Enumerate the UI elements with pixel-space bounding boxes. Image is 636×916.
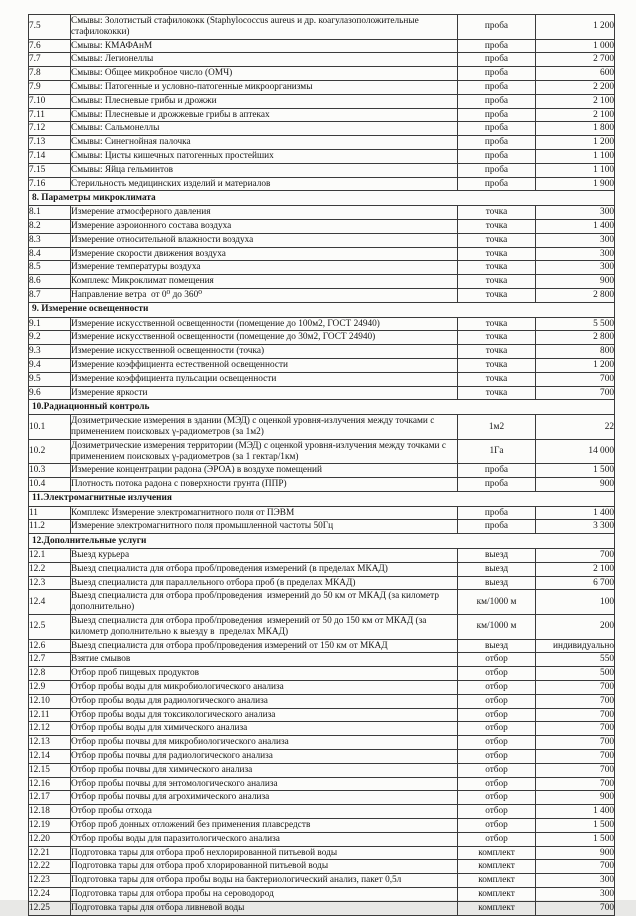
table-row <box>29 750 615 764</box>
service-description-cell: Отбор пробы воды для паразитологического анализа <box>71 832 458 846</box>
price-cell: 1 400 <box>536 805 615 819</box>
row-number-cell: 7.9 <box>29 80 71 94</box>
unit-cell: точка <box>458 275 536 289</box>
row-number-cell: 7.11 <box>29 108 71 122</box>
unit-cell: проба <box>458 67 536 81</box>
row-number-cell: 9.6 <box>29 386 71 400</box>
unit-cell: отбор <box>458 791 536 805</box>
row-number-cell: 7.15 <box>29 163 71 177</box>
unit-cell: точка <box>458 386 536 400</box>
price-cell: 1 900 <box>536 177 615 191</box>
table-row <box>29 777 615 791</box>
table-row <box>29 288 615 302</box>
row-number-cell: 8.7 <box>29 288 71 302</box>
row-number-cell: 9.1 <box>29 317 71 331</box>
service-description-cell: Измерение коэффициента пульсации освещенности <box>71 372 458 386</box>
unit-cell: проба <box>458 520 536 534</box>
service-description-cell: Отбор пробы отхода <box>71 805 458 819</box>
service-description-cell: Смывы: Плесневые грибы и дрожжи <box>71 94 458 108</box>
price-cell: 700 <box>536 681 615 695</box>
table-row <box>29 819 615 833</box>
service-description-cell: Отбор пробы воды для токсикологического анализа <box>71 708 458 722</box>
price-cell: 900 <box>536 275 615 289</box>
unit-cell: точка <box>458 331 536 345</box>
unit-cell: точка <box>458 233 536 247</box>
row-number-cell: 8.3 <box>29 233 71 247</box>
unit-cell: выезд <box>458 639 536 653</box>
table-row <box>29 386 615 400</box>
row-number-cell: 12.5 <box>29 615 71 640</box>
table-row <box>29 846 615 860</box>
unit-cell: точка <box>458 261 536 275</box>
service-description-cell: Отбор пробы почвы для микробиологического анализа <box>71 736 458 750</box>
unit-cell: точка <box>458 219 536 233</box>
row-number-cell: 12.13 <box>29 736 71 750</box>
table-row <box>29 67 615 81</box>
table-row <box>29 736 615 750</box>
unit-cell: комплект <box>458 888 536 902</box>
section-header-row <box>29 534 615 549</box>
row-number-cell: 9.2 <box>29 331 71 345</box>
row-number-cell: 12.1 <box>29 549 71 563</box>
row-number-cell: 11 <box>29 506 71 520</box>
price-cell: 700 <box>536 901 615 915</box>
service-description-cell: Подготовка тары для отбора проб хлорированной питьевой воды <box>71 860 458 874</box>
service-description-cell: Смывы: Яйца гельминтов <box>71 163 458 177</box>
row-number-cell: 12.7 <box>29 653 71 667</box>
row-number-cell: 12.14 <box>29 750 71 764</box>
price-cell: 700 <box>536 386 615 400</box>
service-description-cell: Измерение яркости <box>71 386 458 400</box>
price-cell: 2 800 <box>536 331 615 345</box>
unit-cell: проба <box>458 122 536 136</box>
service-description-cell: Смывы: КМАФАнМ <box>71 39 458 53</box>
unit-cell: проба <box>458 149 536 163</box>
price-cell: 700 <box>536 860 615 874</box>
table-row <box>29 177 615 191</box>
unit-cell: точка <box>458 358 536 372</box>
unit-cell: отбор <box>458 819 536 833</box>
unit-cell: точка <box>458 288 536 302</box>
service-description-cell: Подготовка тары для отбора пробы на сероводород <box>71 888 458 902</box>
unit-cell: проба <box>458 15 536 40</box>
price-cell: 1 200 <box>536 136 615 150</box>
price-cell: 6 700 <box>536 576 615 590</box>
unit-cell: отбор <box>458 805 536 819</box>
service-description-cell: Измерение коэффициента естественной освещенности <box>71 358 458 372</box>
row-number-cell: 8.5 <box>29 261 71 275</box>
price-cell: 3 300 <box>536 520 615 534</box>
price-cell: 500 <box>536 667 615 681</box>
price-cell: 700 <box>536 736 615 750</box>
table-row <box>29 694 615 708</box>
table-row <box>29 667 615 681</box>
unit-cell: выезд <box>458 549 536 563</box>
service-description-cell: Выезд курьера <box>71 549 458 563</box>
table-row <box>29 233 615 247</box>
section-header-label: 12.Дополнительные услуги <box>29 534 615 549</box>
price-cell: 100 <box>536 590 615 615</box>
row-number-cell: 9.5 <box>29 372 71 386</box>
table-row <box>29 478 615 492</box>
service-description-cell: Смывы: Цисты кишечных патогенных простейших <box>71 149 458 163</box>
table-row <box>29 439 615 464</box>
unit-cell: точка <box>458 372 536 386</box>
price-cell: 700 <box>536 549 615 563</box>
table-row <box>29 639 615 653</box>
price-cell: 2 100 <box>536 108 615 122</box>
service-description-cell: Дозиметрические измерения в здании (МЭД) с оценкой уровня-излучения между точками с применением поисковых γ-радиометров (за 1м2) <box>71 415 458 440</box>
row-number-cell: 10.1 <box>29 415 71 440</box>
unit-cell: точка <box>458 247 536 261</box>
service-description-cell: Измерение температуры воздуха <box>71 261 458 275</box>
unit-cell: комплект <box>458 901 536 915</box>
table-row <box>29 506 615 520</box>
service-description-cell: Измерение искусственной освещенности (помещение до 100м2, ГОСТ 24940) <box>71 317 458 331</box>
service-description-cell: Взятие смывов <box>71 653 458 667</box>
price-cell: 300 <box>536 247 615 261</box>
row-number-cell: 9.4 <box>29 358 71 372</box>
table-row <box>29 94 615 108</box>
service-description-cell: Отбор пробы почвы для агрохимического анализа <box>71 791 458 805</box>
row-number-cell: 12.9 <box>29 681 71 695</box>
unit-cell: проба <box>458 53 536 67</box>
table-row <box>29 108 615 122</box>
table-row <box>29 520 615 534</box>
table-row <box>29 874 615 888</box>
table-row <box>29 372 615 386</box>
table-row <box>29 345 615 359</box>
service-description-cell: Комплекс Измерение электромагнитного поля от ПЭВМ <box>71 506 458 520</box>
row-number-cell: 10.4 <box>29 478 71 492</box>
table-row <box>29 681 615 695</box>
section-header-label: 9. Измерение освещенности <box>29 302 615 317</box>
table-row <box>29 15 615 40</box>
service-description-cell: Отбор проб донных отложений без применения плавсредств <box>71 819 458 833</box>
service-description-cell: Выезд специалиста для параллельного отбора проб (в пределах МКАД) <box>71 576 458 590</box>
service-description-cell: Отбор пробы почвы для радиологического анализа <box>71 750 458 764</box>
price-cell: 300 <box>536 888 615 902</box>
unit-cell: комплект <box>458 874 536 888</box>
row-number-cell: 7.14 <box>29 149 71 163</box>
price-cell: 700 <box>536 372 615 386</box>
row-number-cell: 12.20 <box>29 832 71 846</box>
table-row <box>29 136 615 150</box>
table-row <box>29 149 615 163</box>
table-row <box>29 805 615 819</box>
row-number-cell: 7.10 <box>29 94 71 108</box>
table-row <box>29 576 615 590</box>
service-description-cell: Выезд специалиста для отбора проб/проведения измерений (в пределах МКАД) <box>71 562 458 576</box>
price-table-body <box>29 15 615 916</box>
price-cell: 1 200 <box>536 15 615 40</box>
row-number-cell: 12.11 <box>29 708 71 722</box>
table-row <box>29 122 615 136</box>
table-row <box>29 358 615 372</box>
unit-cell: проба <box>458 163 536 177</box>
table-row <box>29 615 615 640</box>
unit-cell: км/1000 м <box>458 615 536 640</box>
price-cell: 300 <box>536 233 615 247</box>
table-row <box>29 832 615 846</box>
price-cell: 700 <box>536 750 615 764</box>
row-number-cell: 12.15 <box>29 763 71 777</box>
section-header-row <box>29 400 615 415</box>
row-number-cell: 8.4 <box>29 247 71 261</box>
unit-cell: отбор <box>458 777 536 791</box>
service-description-cell: Смывы: Сальмонеллы <box>71 122 458 136</box>
row-number-cell: 12.16 <box>29 777 71 791</box>
price-cell: 1 500 <box>536 832 615 846</box>
price-cell: 900 <box>536 478 615 492</box>
row-number-cell: 10.3 <box>29 464 71 478</box>
service-description-cell: Измерение искусственной освещенности (помещение до 30м2, ГОСТ 24940) <box>71 331 458 345</box>
unit-cell: отбор <box>458 708 536 722</box>
price-cell: 700 <box>536 694 615 708</box>
unit-cell: комплект <box>458 860 536 874</box>
service-description-cell: Измерение атмосферного давления <box>71 206 458 220</box>
service-description-cell: Смывы: Золотистый стафилококк (Staphylococcus aureus и др. коагулазоположительные стафилококки) <box>71 15 458 40</box>
service-description-cell: Плотность потока радона с поверхности грунта (ППР) <box>71 478 458 492</box>
unit-cell: комплект <box>458 846 536 860</box>
unit-cell: км/1000 м <box>458 590 536 615</box>
price-cell: 1 100 <box>536 163 615 177</box>
price-cell: 550 <box>536 653 615 667</box>
price-cell: 5 500 <box>536 317 615 331</box>
price-cell: 900 <box>536 846 615 860</box>
row-number-cell: 7.8 <box>29 67 71 81</box>
row-number-cell: 12.25 <box>29 901 71 915</box>
service-description-cell: Выезд специалиста для отбора проб/проведения измерений от 50 до 150 км от МКАД (за километр дополнительно к выезду в пределах МКАД) <box>71 615 458 640</box>
service-description-cell: Измерение электромагнитного поля промышленной частоты 50Гц <box>71 520 458 534</box>
row-number-cell: 12.24 <box>29 888 71 902</box>
unit-cell: отбор <box>458 722 536 736</box>
unit-cell: точка <box>458 206 536 220</box>
section-header-label: 8. Параметры микроклимата <box>29 191 615 206</box>
price-cell: 200 <box>536 615 615 640</box>
price-cell: 1 400 <box>536 506 615 520</box>
row-number-cell: 12.19 <box>29 819 71 833</box>
table-row <box>29 722 615 736</box>
price-cell: 900 <box>536 791 615 805</box>
table-row <box>29 860 615 874</box>
service-description-cell: Подготовка тары для отбора проб нехлорированной питьевой воды <box>71 846 458 860</box>
table-row <box>29 562 615 576</box>
table-row <box>29 80 615 94</box>
price-cell: 1 500 <box>536 819 615 833</box>
table-row <box>29 590 615 615</box>
unit-cell: проба <box>458 464 536 478</box>
table-row <box>29 791 615 805</box>
unit-cell: отбор <box>458 681 536 695</box>
price-cell: 700 <box>536 763 615 777</box>
unit-cell: проба <box>458 177 536 191</box>
table-row <box>29 331 615 345</box>
unit-cell: проба <box>458 506 536 520</box>
row-number-cell: 12.17 <box>29 791 71 805</box>
table-row <box>29 653 615 667</box>
price-cell: 2 700 <box>536 53 615 67</box>
price-cell: 2 200 <box>536 80 615 94</box>
service-description-cell: Измерение концентрации радона (ЭРОА) в воздухе помещений <box>71 464 458 478</box>
unit-cell: отбор <box>458 736 536 750</box>
row-number-cell: 7.7 <box>29 53 71 67</box>
row-number-cell: 12.21 <box>29 846 71 860</box>
price-cell: 2 100 <box>536 94 615 108</box>
unit-cell: проба <box>458 136 536 150</box>
row-number-cell: 12.18 <box>29 805 71 819</box>
table-row <box>29 464 615 478</box>
row-number-cell: 12.6 <box>29 639 71 653</box>
unit-cell: отбор <box>458 653 536 667</box>
table-row <box>29 53 615 67</box>
price-cell: 2 800 <box>536 288 615 302</box>
service-description-cell: Измерение скорости движения воздуха <box>71 247 458 261</box>
price-cell: 1 500 <box>536 464 615 478</box>
service-description-cell: Отбор пробы почвы для химического анализа <box>71 763 458 777</box>
price-cell: 800 <box>536 345 615 359</box>
row-number-cell: 8.2 <box>29 219 71 233</box>
table-row <box>29 163 615 177</box>
price-cell: индивидуально <box>536 639 615 653</box>
service-description-cell: Дозиметрические измерения территории (МЭД) с оценкой уровня-излучения между точками с применением поисковых γ-радиометров (за 1 гектар/1км) <box>71 439 458 464</box>
row-number-cell: 8.1 <box>29 206 71 220</box>
row-number-cell: 7.13 <box>29 136 71 150</box>
unit-cell: проба <box>458 80 536 94</box>
service-description-cell: Выезд специалиста для отбора проб/проведения измерений до 50 км от МКАД (за километр дополнительно) <box>71 590 458 615</box>
price-cell: 700 <box>536 722 615 736</box>
row-number-cell: 7.6 <box>29 39 71 53</box>
price-cell: 300 <box>536 261 615 275</box>
table-row <box>29 206 615 220</box>
table-row <box>29 888 615 902</box>
unit-cell: 1Га <box>458 439 536 464</box>
row-number-cell: 12.23 <box>29 874 71 888</box>
price-list-table <box>28 14 615 916</box>
unit-cell: точка <box>458 345 536 359</box>
row-number-cell: 12.22 <box>29 860 71 874</box>
unit-cell: точка <box>458 317 536 331</box>
price-cell: 1 200 <box>536 358 615 372</box>
service-description-cell: Смывы: Легионеллы <box>71 53 458 67</box>
price-cell: 300 <box>536 874 615 888</box>
row-number-cell: 12.8 <box>29 667 71 681</box>
table-row <box>29 708 615 722</box>
section-header-row <box>29 491 615 506</box>
price-cell: 1 800 <box>536 122 615 136</box>
unit-cell: 1м2 <box>458 415 536 440</box>
price-cell: 600 <box>536 67 615 81</box>
service-description-cell: Смывы: Синегнойная палочка <box>71 136 458 150</box>
table-row <box>29 901 615 915</box>
row-number-cell: 7.5 <box>29 15 71 40</box>
price-cell: 300 <box>536 206 615 220</box>
service-description-cell: Смывы: Патогенные и условно-патогенные микроорганизмы <box>71 80 458 94</box>
service-description-cell: Комплекс Микроклимат помещения <box>71 275 458 289</box>
service-description-cell: Отбор проб пищевых продуктов <box>71 667 458 681</box>
unit-cell: выезд <box>458 576 536 590</box>
row-number-cell: 10.2 <box>29 439 71 464</box>
table-row <box>29 415 615 440</box>
table-row <box>29 219 615 233</box>
row-number-cell: 7.16 <box>29 177 71 191</box>
service-description-cell: Измерение относительной влажности воздуха <box>71 233 458 247</box>
row-number-cell: 11.2 <box>29 520 71 534</box>
unit-cell: проба <box>458 94 536 108</box>
service-description-cell: Подготовка тары для отбора ливневой воды <box>71 901 458 915</box>
row-number-cell: 7.12 <box>29 122 71 136</box>
service-description-cell: Стерильность медицинских изделий и материалов <box>71 177 458 191</box>
row-number-cell: 12.10 <box>29 694 71 708</box>
service-description-cell: Отбор пробы почвы для энтомологического анализа <box>71 777 458 791</box>
table-row <box>29 763 615 777</box>
section-header-label: 10.Радиационный контроль <box>29 400 615 415</box>
price-cell: 1 000 <box>536 39 615 53</box>
price-cell: 2 100 <box>536 562 615 576</box>
unit-cell: отбор <box>458 694 536 708</box>
unit-cell: проба <box>458 478 536 492</box>
row-number-cell: 8.6 <box>29 275 71 289</box>
service-description-cell: Измерение искусственной освещенности (точка) <box>71 345 458 359</box>
unit-cell: проба <box>458 39 536 53</box>
unit-cell: отбор <box>458 750 536 764</box>
table-row <box>29 39 615 53</box>
row-number-cell: 12.12 <box>29 722 71 736</box>
price-cell: 1 400 <box>536 219 615 233</box>
service-description-cell: Смывы: Плесневые и дрожжевые грибы в аптеках <box>71 108 458 122</box>
service-description-cell: Отбор пробы воды для радиологического анализа <box>71 694 458 708</box>
table-row <box>29 247 615 261</box>
service-description-cell: Отбор пробы воды для химического анализа <box>71 722 458 736</box>
row-number-cell: 12.4 <box>29 590 71 615</box>
service-description-cell: Отбор пробы воды для микробиологического анализа <box>71 681 458 695</box>
section-header-label: 11.Электромагнитные излучения <box>29 491 615 506</box>
row-number-cell: 9.3 <box>29 345 71 359</box>
section-header-row <box>29 191 615 206</box>
table-row <box>29 275 615 289</box>
service-description-cell: Смывы: Общее микробное число (ОМЧ) <box>71 67 458 81</box>
row-number-cell: 12.3 <box>29 576 71 590</box>
price-cell: 22 <box>536 415 615 440</box>
price-cell: 1 100 <box>536 149 615 163</box>
section-header-row <box>29 302 615 317</box>
service-description-cell: Направление ветра от 0⁰ до 360⁰ <box>71 288 458 302</box>
service-description-cell: Подготовка тары для отбора пробы воды на бактериологический анализ, пакет 0,5л <box>71 874 458 888</box>
unit-cell: отбор <box>458 763 536 777</box>
table-row <box>29 549 615 563</box>
table-row <box>29 317 615 331</box>
service-description-cell: Выезд специалиста для отбора проб/проведения измерений от 150 км от МКАД <box>71 639 458 653</box>
table-row <box>29 261 615 275</box>
price-cell: 700 <box>536 708 615 722</box>
row-number-cell: 12.2 <box>29 562 71 576</box>
price-cell: 700 <box>536 777 615 791</box>
price-cell: 14 000 <box>536 439 615 464</box>
unit-cell: отбор <box>458 832 536 846</box>
service-description-cell: Измерение аэроионного состава воздуха <box>71 219 458 233</box>
unit-cell: выезд <box>458 562 536 576</box>
unit-cell: проба <box>458 108 536 122</box>
unit-cell: отбор <box>458 667 536 681</box>
